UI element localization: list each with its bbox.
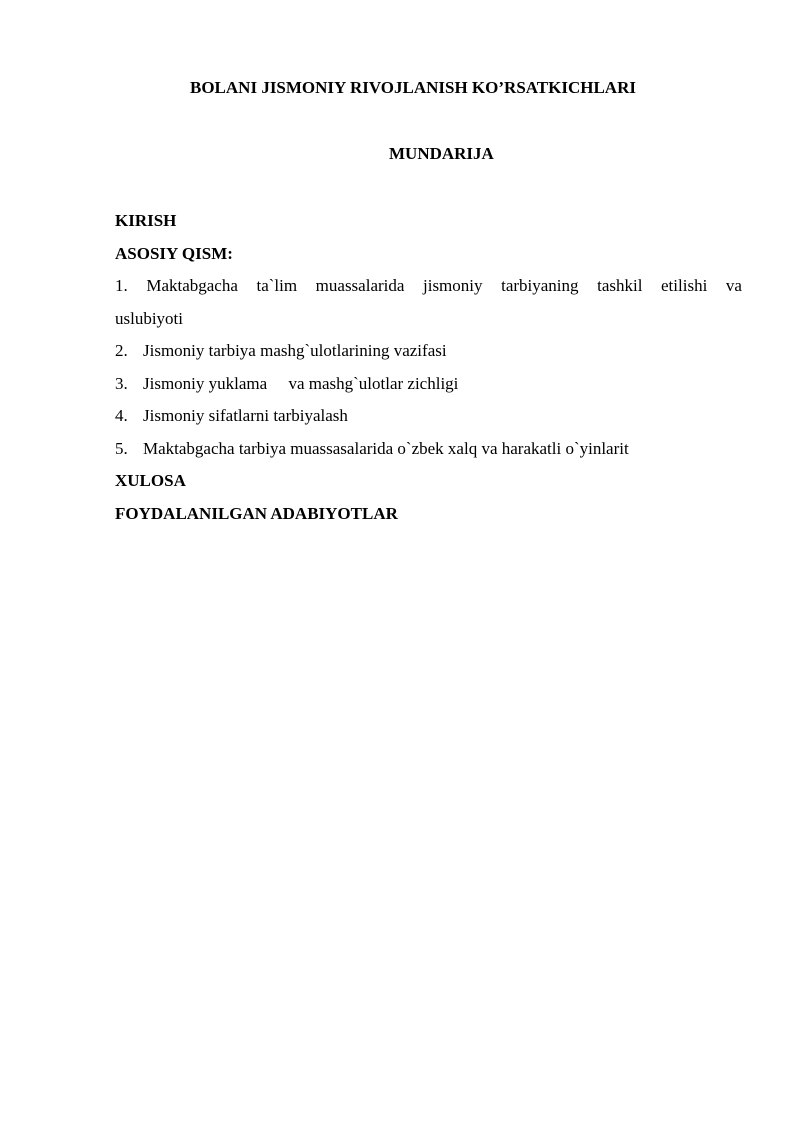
- toc-item-number: 2.: [115, 341, 128, 360]
- toc-item-number: 4.: [115, 406, 128, 425]
- toc-item-text: Jismoniy yuklama va mashg`ulotlar zichligi: [143, 373, 459, 393]
- toc-item-5: [115, 433, 742, 466]
- toc-item-word: etilishi: [661, 276, 708, 295]
- toc-item-text: Maktabgacha tarbiya muassasalarida o`zbek xalq va harakatli o`yinlarit: [143, 438, 629, 458]
- toc-item-2: [115, 335, 742, 368]
- toc-item-word: jismoniy: [423, 276, 483, 295]
- toc-references: FOYDALANILGAN ADABIYOTLAR: [115, 503, 398, 523]
- toc-heading: MUNDARIJA: [389, 144, 494, 163]
- toc-conclusion: XULOSA: [115, 471, 186, 490]
- toc-item-1-line2: uslubiyoti: [115, 308, 184, 328]
- toc-item-number: 3.: [115, 373, 128, 393]
- toc-item-word: Maktabgacha: [146, 276, 238, 295]
- toc-item-number: 1.: [115, 276, 128, 295]
- toc-item-number: 5.: [115, 438, 128, 458]
- toc-item-text: Jismoniy sifatlarni tarbiyalash: [143, 406, 348, 425]
- toc-main-part: ASOSIY QISM:: [115, 243, 233, 263]
- toc-item-word: muassalarida: [315, 276, 405, 295]
- toc-item-1: [115, 270, 742, 335]
- toc-item-word: ta`lim: [256, 276, 298, 295]
- toc-item-word: va: [725, 276, 742, 295]
- toc-item-word: tarbiyaning: [501, 276, 579, 295]
- toc-intro: KIRISH: [115, 211, 177, 230]
- document-title: BOLANI JISMONIY RIVOJLANISH KO’RSATKICHLARI: [190, 78, 636, 97]
- toc-item-4: [115, 400, 742, 433]
- table-of-contents: [115, 205, 742, 530]
- toc-item-1-line1: [115, 270, 742, 303]
- toc-item-text: Jismoniy tarbiya mashg`ulotlarining vazifasi: [143, 341, 447, 360]
- toc-item-3: [115, 368, 742, 401]
- toc-item-word: tashkil: [597, 276, 643, 295]
